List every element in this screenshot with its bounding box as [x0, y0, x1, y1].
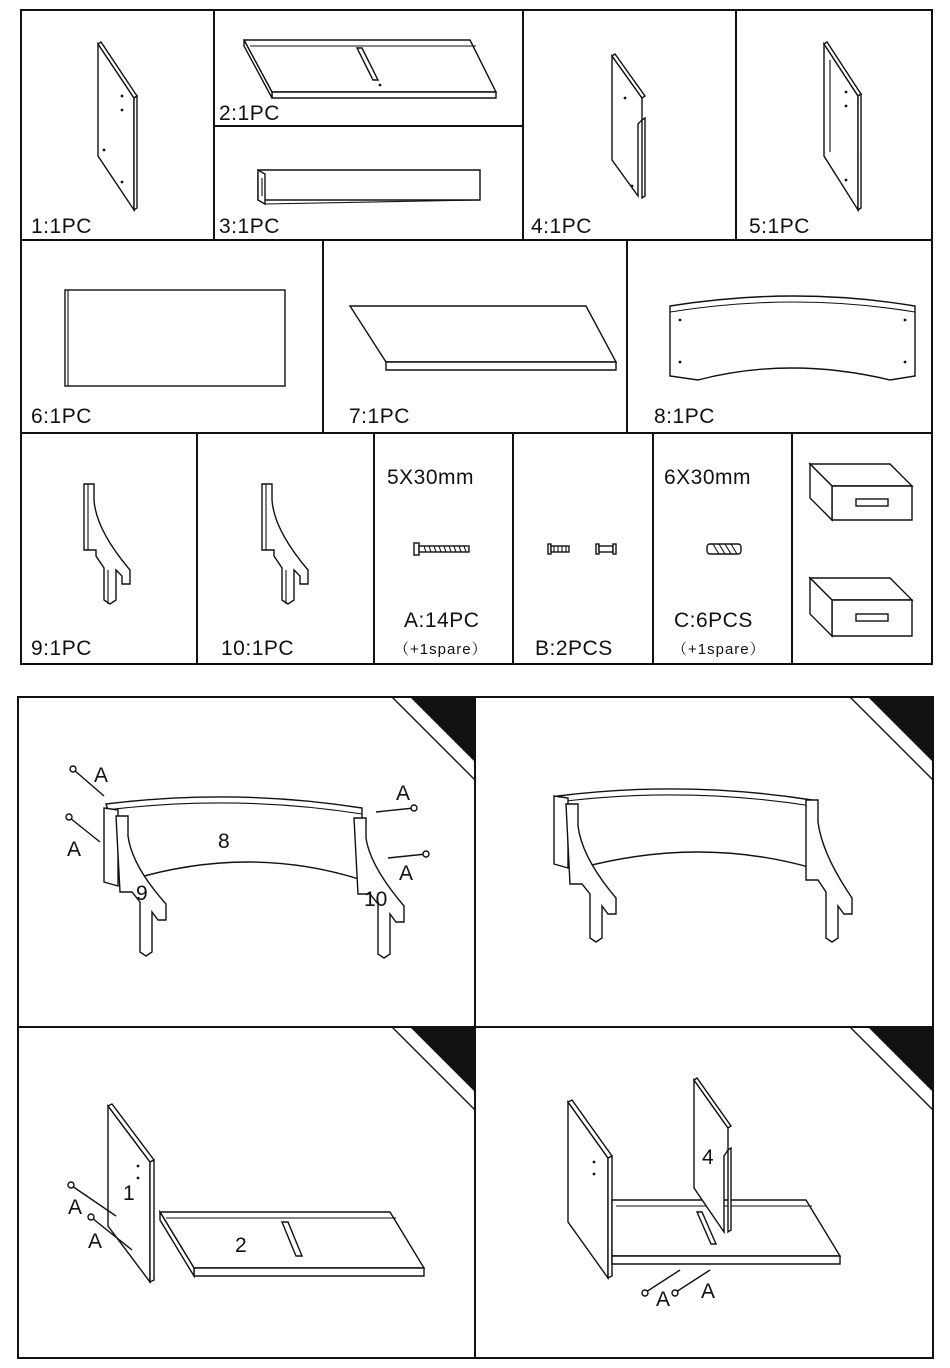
- step-3-illustration: [68, 1104, 424, 1282]
- part-2-label: 2:1PC: [219, 102, 280, 125]
- part-6-label: 6:1PC: [31, 405, 92, 428]
- part-4-label: 4:1PC: [531, 215, 592, 238]
- part-9-leg: [84, 484, 130, 604]
- step-2-illustration: [554, 789, 852, 942]
- step-1-part-9-number: 9: [136, 882, 148, 905]
- step-1-screw-label-1: A: [94, 764, 109, 787]
- step-4-illustration: [568, 1078, 840, 1311]
- part-5-label: 5:1PC: [749, 215, 810, 238]
- step-1-screw-label-3: A: [396, 782, 411, 805]
- step-3-screw-label-2: A: [88, 1230, 103, 1253]
- step-4-screw-label-2: A: [701, 1280, 716, 1303]
- hardware-a-size: 5X30mm: [387, 466, 475, 489]
- bolt-b-icon: [548, 544, 616, 554]
- hardware-c-spare: （+1spare）: [672, 641, 766, 658]
- step-3-screw-label-1: A: [68, 1196, 83, 1219]
- part-5-side-panel: [824, 42, 861, 210]
- part-7-shelf: [350, 306, 616, 370]
- dowel-c-icon: [707, 544, 741, 554]
- part-3-label: 3:1PC: [219, 215, 280, 238]
- part-9-label: 9:1PC: [31, 637, 92, 660]
- part-6-back-board: [65, 290, 285, 386]
- part-10-label: 10:1PC: [221, 637, 295, 660]
- part-8-curved-board: [670, 296, 915, 380]
- step-1-screw-label-4: A: [399, 862, 414, 885]
- step-1-screw-label-2: A: [67, 838, 82, 861]
- hardware-a-label: A:14PC: [404, 609, 480, 632]
- drawer-lower: [810, 578, 912, 636]
- step-1-part-8-number: 8: [218, 830, 230, 853]
- drawer-upper: [810, 464, 912, 520]
- part-7-label: 7:1PC: [349, 405, 410, 428]
- part-8-label: 8:1PC: [654, 405, 715, 428]
- step-1-illustration: [66, 764, 429, 958]
- hardware-c-label: C:6PCS: [674, 609, 753, 632]
- part-2-bottom-board: [244, 40, 496, 98]
- screw-a-icon: [414, 543, 469, 555]
- part-4-divider: [612, 54, 645, 198]
- part-3-rail: [258, 170, 480, 204]
- step-1-part-10-number: 10: [364, 888, 388, 911]
- hardware-b-label: B:2PCS: [535, 637, 613, 660]
- part-10-leg: [262, 484, 308, 604]
- hardware-c-size: 6X30mm: [664, 466, 752, 489]
- step-3-part-2-number: 2: [235, 1234, 247, 1257]
- part-1-label: 1:1PC: [31, 215, 92, 238]
- step-4-screw-icon: [642, 1270, 710, 1296]
- step-4-screw-label-1: A: [656, 1288, 671, 1311]
- part-1-side-panel: [98, 42, 137, 210]
- hardware-a-spare: （+1spare）: [394, 641, 488, 658]
- step-4-part-4-number: 4: [702, 1146, 714, 1169]
- step-3-part-1-number: 1: [123, 1182, 135, 1205]
